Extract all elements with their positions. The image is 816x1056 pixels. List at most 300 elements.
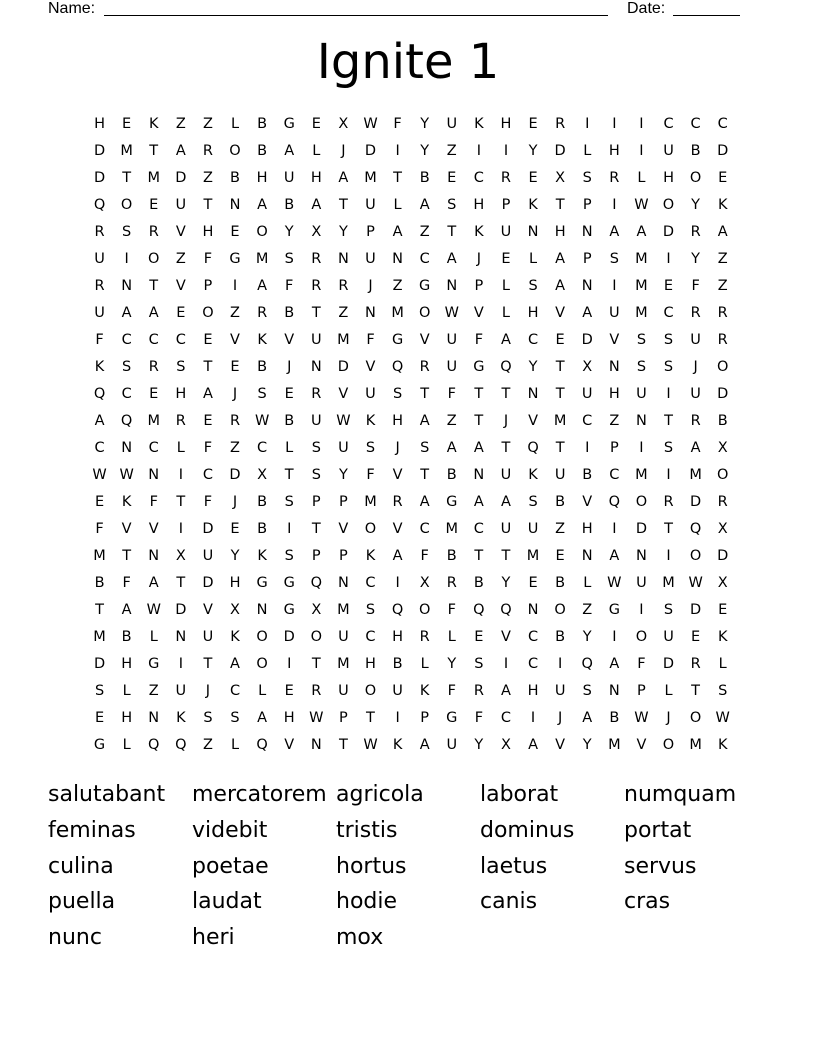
grid-letter: S [311, 467, 321, 483]
grid-letter: X [717, 440, 728, 456]
grid-letter: G [446, 710, 458, 726]
grid-letter: P [609, 440, 619, 456]
grid-letter: V [365, 359, 376, 375]
word-list-item: nunc [48, 925, 102, 951]
grid-letter: E [230, 224, 240, 240]
grid-letter: V [636, 737, 647, 753]
grid-letter: H [365, 656, 376, 672]
grid-letter: I [178, 521, 183, 537]
grid-letter: S [257, 386, 267, 402]
word-list-item: numquam [624, 782, 737, 807]
grid-letter: T [366, 710, 375, 726]
grid-letter: Z [392, 278, 403, 294]
grid-letter: O [310, 629, 322, 645]
grid-letter: Q [473, 602, 485, 618]
grid-letter: T [149, 278, 159, 294]
grid-letter: L [447, 629, 456, 645]
grid-letter: W [309, 710, 324, 726]
grid-letter: O [148, 251, 160, 267]
grid-letter: V [528, 413, 538, 429]
grid-letter: J [395, 440, 400, 456]
grid-letter: U [500, 224, 512, 240]
grid-letter: E [447, 170, 457, 186]
grid-letter: L [230, 737, 240, 753]
grid-letter: H [121, 656, 133, 672]
grid-letter: T [176, 494, 186, 510]
grid-letter: I [503, 143, 509, 159]
grid-letter: C [609, 467, 620, 483]
grid-letter: F [122, 575, 131, 591]
grid-letter: O [635, 494, 648, 510]
grid-letter: T [501, 440, 511, 456]
grid-letter: N [527, 386, 539, 402]
grid-letter: Z [717, 251, 728, 267]
grid-letter: T [501, 386, 511, 402]
word-list-item: puella [48, 889, 116, 915]
grid-letter: I [585, 440, 590, 456]
grid-letter: F [420, 548, 429, 564]
grid-letter: K [176, 710, 186, 726]
grid-letter: U [690, 332, 701, 348]
grid-letter: A [284, 143, 295, 159]
grid-letter: C [717, 116, 728, 132]
grid-letter: B [284, 305, 295, 321]
grid-letter: D [93, 656, 106, 672]
grid-letter: I [612, 197, 617, 213]
grid-letter: I [395, 710, 400, 726]
grid-letter: I [585, 116, 590, 132]
grid-letter: I [178, 656, 183, 672]
grid-letter: P [420, 710, 430, 726]
grid-letter: Y [420, 143, 430, 159]
grid-letter: V [121, 521, 132, 537]
header [0, 0, 816, 20]
grid-letter: F [149, 494, 158, 510]
grid-letter: N [608, 683, 620, 699]
grid-letter: R [311, 251, 322, 267]
grid-letter: S [365, 602, 376, 618]
grid-letter: Z [230, 440, 240, 456]
grid-letter: W [715, 710, 730, 726]
word-list-item: salutabant [48, 782, 166, 807]
grid-letter: U [365, 197, 376, 213]
grid-letter: F [285, 278, 294, 294]
grid-letter: Z [609, 413, 620, 429]
grid-letter: U [554, 467, 566, 483]
grid-letter: V [148, 521, 159, 537]
grid-letter: B [257, 116, 268, 132]
grid-letter: G [148, 656, 160, 672]
grid-letter: C [473, 521, 484, 537]
grid-letter: P [474, 278, 484, 294]
grid-letter: K [365, 548, 376, 564]
grid-letter: R [202, 143, 213, 159]
grid-letter: T [420, 386, 430, 402]
grid-letter: B [94, 575, 105, 591]
grid-letter: U [500, 521, 512, 537]
grid-letter: S [420, 440, 430, 456]
grid-letter: T [501, 548, 511, 564]
grid-letter: M [445, 521, 459, 537]
grid-letter: L [637, 170, 646, 186]
grid-letter: V [338, 386, 349, 402]
grid-letter: Q [148, 737, 160, 753]
grid-letter: F [447, 602, 456, 618]
word-list-item: agricola [336, 782, 424, 807]
grid-letter: A [500, 332, 511, 348]
grid-letter: O [364, 521, 377, 537]
grid-letter: P [637, 683, 646, 699]
grid-letter: P [203, 278, 213, 294]
grid-letter: B [582, 467, 593, 483]
grid-letter: U [446, 737, 458, 753]
grid-letter: J [287, 359, 292, 375]
grid-letter: D [175, 170, 187, 186]
grid-letter: Z [148, 683, 159, 699]
grid-letter: R [473, 683, 484, 699]
grid-letter: U [392, 683, 403, 699]
grid-letter: Y [284, 224, 294, 240]
grid-letter: I [666, 251, 671, 267]
grid-letter: Y [528, 143, 538, 159]
grid-letter: G [283, 116, 295, 132]
grid-letter: L [149, 629, 158, 645]
grid-letter: F [203, 494, 213, 510]
grid-letter: J [503, 413, 509, 429]
grid-letter: U [554, 683, 566, 699]
grid-letter: J [558, 710, 563, 726]
grid-letter: Z [717, 278, 728, 294]
grid-letter: N [337, 575, 349, 591]
grid-letter: E [311, 116, 321, 132]
grid-letter: M [635, 305, 648, 321]
grid-letter: I [558, 656, 563, 672]
grid-letter: L [312, 143, 321, 159]
grid-letter: Y [338, 467, 348, 483]
grid-letter: F [95, 332, 104, 348]
grid-letter: U [175, 197, 187, 213]
grid-letter: Y [582, 629, 592, 645]
grid-letter: H [256, 170, 268, 186]
grid-letter: Q [581, 656, 593, 672]
grid-letter: P [582, 251, 592, 267]
grid-letter: I [639, 440, 644, 456]
grid-letter: Q [689, 521, 702, 537]
grid-letter: B [257, 359, 268, 375]
word-list-item: videbit [192, 817, 268, 843]
grid-letter: P [339, 494, 348, 510]
grid-letter: D [662, 224, 675, 240]
grid-letter: A [148, 305, 159, 321]
grid-letter: Q [120, 413, 133, 429]
grid-letter: I [530, 710, 536, 726]
grid-letter: I [612, 278, 617, 294]
grid-letter: A [311, 197, 322, 213]
grid-letter: Q [310, 575, 322, 591]
grid-letter: Z [555, 521, 566, 537]
grid-letter: R [148, 224, 159, 240]
grid-letter: T [176, 575, 186, 591]
word-list-item: laetus [480, 853, 548, 879]
grid-letter: T [311, 521, 321, 537]
grid-letter: T [664, 413, 673, 429]
grid-letter: C [690, 116, 701, 132]
grid-letter: W [634, 197, 649, 213]
grid-letter: O [418, 602, 431, 618]
grid-letter: R [338, 278, 349, 294]
grid-letter: O [716, 359, 729, 375]
grid-letter: A [500, 683, 511, 699]
grid-letter: U [581, 386, 593, 402]
grid-letter: W [688, 575, 703, 591]
grid-letter: I [395, 575, 400, 591]
grid-letter: B [257, 521, 268, 537]
grid-letter: N [365, 305, 376, 321]
grid-letter: V [175, 224, 186, 240]
grid-letter: M [608, 737, 621, 753]
grid-letter: A [94, 413, 105, 429]
grid-letter: Q [500, 602, 512, 618]
grid-letter: A [121, 305, 132, 321]
grid-letter: A [419, 413, 430, 429]
grid-letter: P [339, 548, 348, 564]
grid-letter: N [310, 737, 322, 753]
word-list [48, 778, 768, 957]
grid-letter: K [257, 332, 267, 348]
grid-letter: F [474, 332, 484, 348]
grid-letter: P [582, 197, 592, 213]
grid-letter: Y [230, 548, 240, 564]
grid-letter: Y [691, 251, 701, 267]
grid-letter: U [94, 305, 105, 321]
grid-letter: Q [93, 197, 106, 213]
grid-letter: T [474, 413, 484, 429]
grid-letter: K [717, 737, 728, 753]
grid-letter: M [337, 602, 350, 618]
grid-letter: V [202, 602, 213, 618]
grid-letter: G [391, 332, 404, 348]
grid-letter: N [229, 197, 241, 213]
grid-letter: A [690, 440, 701, 456]
page-title: Ignite 1 [316, 34, 500, 90]
grid-letter: C [121, 332, 132, 348]
grid-letter: T [555, 197, 565, 213]
grid-letter: G [256, 575, 268, 591]
grid-letter: C [229, 683, 241, 699]
grid-letter: B [690, 143, 701, 159]
grid-letter: D [635, 521, 647, 537]
grid-letter: F [366, 467, 375, 483]
grid-letter: S [663, 602, 674, 618]
grid-letter: J [476, 251, 481, 267]
grid-letter: R [500, 170, 511, 186]
grid-letter: N [148, 710, 160, 726]
grid-letter: A [555, 251, 566, 267]
grid-letter: Y [501, 575, 511, 591]
grid-letter: H [527, 683, 539, 699]
grid-letter: S [284, 251, 294, 267]
grid-letter: X [338, 116, 349, 132]
grid-letter: B [446, 467, 457, 483]
grid-letter: B [609, 710, 620, 726]
grid-letter: A [175, 143, 186, 159]
grid-letter: J [693, 359, 698, 375]
grid-letter: N [473, 467, 485, 483]
grid-letter: O [689, 710, 702, 726]
grid-letter: A [582, 710, 593, 726]
grid-letter: C [365, 629, 376, 645]
grid-letter: I [666, 467, 671, 483]
grid-letter: A [609, 224, 620, 240]
grid-letter: K [474, 224, 484, 240]
grid-letter: R [311, 278, 322, 294]
grid-letter: E [528, 116, 538, 132]
grid-letter: U [338, 683, 349, 699]
grid-letter: U [446, 332, 458, 348]
grid-letter: U [609, 305, 620, 321]
grid-letter: E [501, 251, 511, 267]
grid-letter: R [717, 494, 728, 510]
grid-letter: Y [447, 656, 457, 672]
grid-letter: O [716, 467, 729, 483]
grid-letter: K [148, 116, 159, 132]
grid-letter: S [230, 710, 240, 726]
grid-letter: A [555, 278, 566, 294]
grid-letter: R [690, 224, 701, 240]
grid-letter: U [663, 143, 674, 159]
grid-letter: B [230, 170, 240, 186]
grid-letter: O [202, 305, 214, 321]
grid-letter: C [527, 656, 539, 672]
grid-letter: S [582, 683, 592, 699]
grid-letter: U [202, 548, 214, 564]
grid-letter: K [528, 197, 538, 213]
grid-letter: K [230, 629, 240, 645]
grid-letter: A [528, 737, 538, 753]
grid-letter: V [392, 467, 403, 483]
grid-letter: V [284, 332, 295, 348]
grid-letter: C [663, 116, 674, 132]
grid-letter: Z [202, 737, 213, 753]
grid-letter: C [473, 170, 484, 186]
grid-letter: E [718, 602, 728, 618]
grid-letter: C [527, 629, 539, 645]
grid-letter: E [284, 386, 294, 402]
grid-letter: Y [420, 116, 430, 132]
grid-letter: D [202, 521, 214, 537]
word-list-item: canis [480, 889, 538, 915]
grid-letter: C [148, 440, 159, 456]
grid-letter: M [689, 467, 702, 483]
word-list-item: cras [624, 889, 671, 915]
grid-letter: G [608, 602, 620, 618]
grid-letter: H [310, 170, 322, 186]
grid-letter: W [634, 710, 649, 726]
grid-letter: U [500, 467, 512, 483]
grid-letter: M [635, 278, 648, 294]
grid-letter: E [149, 386, 159, 402]
grid-letter: D [690, 602, 702, 618]
grid-letter: A [121, 602, 132, 618]
word-list-item: culina [48, 853, 114, 879]
grid-letter: R [717, 305, 728, 321]
grid-letter: U [338, 629, 349, 645]
grid-letter: E [230, 521, 240, 537]
grid-letter: R [392, 494, 403, 510]
grid-letter: C [365, 575, 376, 591]
grid-letter: S [718, 683, 728, 699]
grid-letter: N [608, 359, 620, 375]
grid-letter: E [528, 575, 538, 591]
grid-letter: X [230, 602, 240, 618]
grid-letter: V [284, 737, 295, 753]
grid-letter: Q [256, 737, 268, 753]
grid-letter: M [93, 629, 106, 645]
grid-letter: I [612, 629, 617, 645]
grid-letter: P [501, 197, 511, 213]
grid-letter: U [690, 386, 701, 402]
grid-letter: E [203, 413, 213, 429]
grid-letter: I [639, 143, 644, 159]
word-list-item: mercatorem [192, 782, 327, 807]
grid-letter: K [717, 197, 728, 213]
grid-letter: U [446, 116, 458, 132]
date-line [673, 15, 740, 16]
word-list-item: tristis [336, 817, 398, 843]
grid-letter: I [287, 656, 292, 672]
grid-letter: M [364, 494, 377, 510]
grid-letter: D [662, 656, 675, 672]
grid-letter: L [420, 656, 429, 672]
grid-letter: T [474, 386, 484, 402]
grid-letter: Q [93, 386, 106, 402]
grid-letter: X [311, 224, 322, 240]
grid-letter: K [365, 413, 376, 429]
grid-letter: J [232, 494, 238, 510]
grid-letter: Z [202, 116, 213, 132]
grid-letter: N [175, 629, 187, 645]
grid-letter: G [473, 359, 485, 375]
grid-letter: K [94, 359, 105, 375]
grid-letter: A [446, 251, 457, 267]
grid-letter: D [554, 143, 566, 159]
grid-letter: J [341, 143, 346, 159]
date-label: Date: [627, 0, 666, 17]
grid-letter: D [717, 386, 729, 402]
grid-letter: U [338, 440, 349, 456]
grid-letter: M [147, 170, 160, 186]
grid-letter: H [527, 305, 539, 321]
grid-letter: N [581, 548, 593, 564]
grid-letter: X [175, 548, 186, 564]
grid-letter: V [175, 278, 186, 294]
grid-letter: Y [338, 224, 348, 240]
grid-letter: I [639, 602, 644, 618]
grid-letter: B [717, 413, 728, 429]
grid-letter: F [447, 386, 456, 402]
word-list-item: feminas [48, 817, 136, 843]
grid-letter: L [176, 440, 185, 456]
grid-letter: X [582, 359, 593, 375]
grid-letter: V [338, 521, 349, 537]
grid-letter: N [527, 224, 539, 240]
grid-letter: R [690, 413, 701, 429]
grid-letter: J [368, 278, 373, 294]
grid-letter: Q [391, 602, 404, 618]
grid-letter: I [612, 116, 617, 132]
grid-letter: E [474, 629, 484, 645]
grid-letter: T [284, 467, 294, 483]
